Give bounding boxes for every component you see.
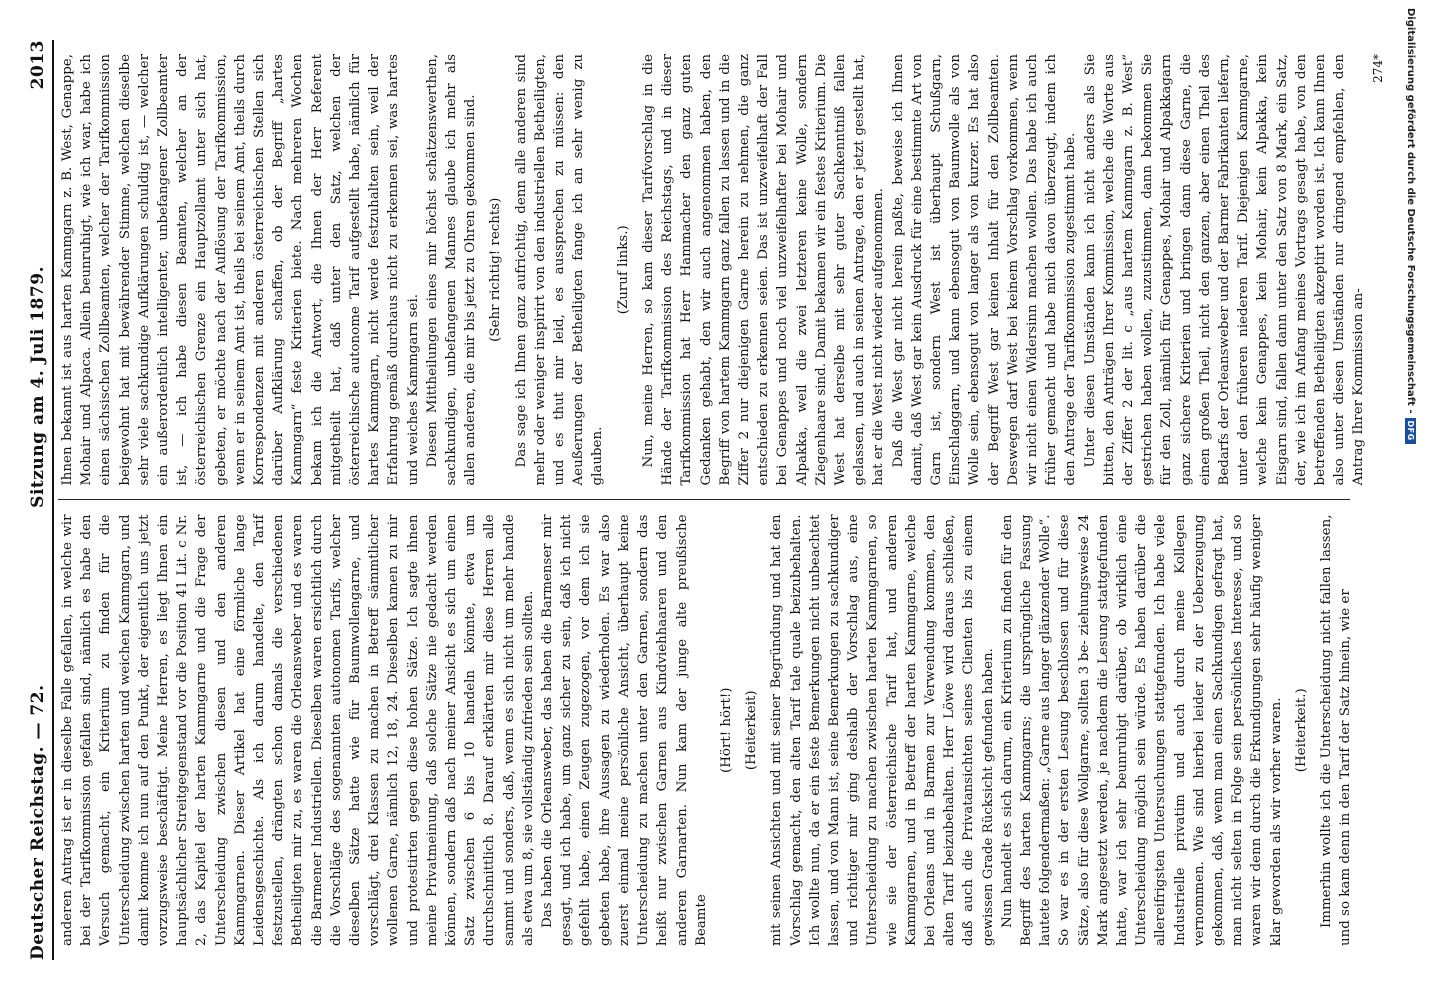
page-number: 2013: [28, 40, 48, 90]
paragraph: Nun, meine Herren, so kam dieser Tarifvorschlag in die Hände der Tarifkommission des Reichstags, und in dieser Tarifkommission hat Herr Hammacher den ganz guten Gedanken gehabt, den wir auch angenommen haben, den Begriff von hartem Kammgarn ganz fallen zu lassen und in die Ziffer 2 nur diejenigen Garne herein zu nehmen, die ganz entschieden zu erkennen seien. Das ist unzweifelhaft der Fall bei Genappes und noch viel unzweifelhafter bei Mohair und Alpakka, weil die zwei letzteren keine Wolle, sondern Ziegenhaare sind. Damit bekamen wir ein festes Kriterium. Die West hat derselbe mit sehr guter Sachkenntniß fallen gelassen, und auch in seinen Antrage, den er jetzt gestellt hat, hat er die West nicht wieder aufgenommen.: [640, 54, 887, 486]
paragraph: Ihnen bekannt ist aus harten Kammgarn z. B. West, Genappe, Mohair und Alpaca. Allein beunruhigt, wie ich war, habe ich einen sächsischen Zollbeamten, welcher der Tarifkommission beigewohnt hat mit bewährender Stimme, welchen dieselbe sehr viele sachkundige Aufklärungen schuldig ist, — welcher ein außerordentlich intelligenter, unbefangener Zollbeamter ist, — ich habe diesen Beamten, welcher an der österreichischen Grenze ein Hauptzollamt unter sich hat, gebeten, er möchte nach der Auflösung der Tarifkommission, wenn er in seinem Amt ist, theils bei seinem Amt, theils durch Korrespondenzen mit anderen österreichischen Stellen sich darüber Aufklärung schaffen, ob der Begriff „hartes Kammgarn“ feste Kriterien biete. Nach mehreren Wochen bekam ich die Antwort, die Ihnen der Herr Referent mitgetheilt hat, daß unter den Satz, welchen der österreichische autonome Tarif aufgestellt habe, nämlich für hartes Kammgarn, nicht werde festzuhalten sein, weil der Erfahrung gemäß durchaus nicht zu erkennen sei, was hartes und weiches Kammgarn sei.: [60, 54, 421, 486]
paragraph: mit seinen Ansichten und mit seiner Begründung und hat den Vorschlag gemacht, den alten Tarif tale quale beizubehalten. Ich wollte nun, da er ein feste Bemerkungen nicht unbeachtet lassen, und von Mann ist, seine Bemerkungen zu sachkundiger und richtiger mir ging deshalb der Vorschlag aus, eine Unterscheidung zu machen zwischen harten Kammgarnen, so wie sie der österreichische Tarif hat, und anderen Kammgarnen, und in Betreff der harten Kammgarne, welche bei Orleans und in Barmen zur Verwendung kommen, den alten Tarif beizubehalten. Herr Löwe wird daraus schließen, daß auch die Privatansichten seines Clienten bis zu einem gewissen Grade Rücksicht gefunden haben.: [769, 514, 996, 946]
paragraph: Das haben die Orleansweber, das haben die Barmenser mir gesagt, und ich habe, um ganz sicher zu sein, daß ich nicht gefehlt habe, einen Zeugen zugezogen, vor dem ich sie gebeten habe, ihre Aussagen zu wiederholen. Es war also zuerst einmal meine persönliche Ansicht, überhaupt keine Unterscheidung zu machen unter den Garnen, sondern das heißt nur zwischen Garnen aus Kindviehhaaren und den anderen Garnarten. Nun kam der junge alte preußische Beamte: [540, 514, 709, 946]
header-left: Deutscher Reichstag. — 72.: [28, 684, 48, 960]
column-right: [58, 40, 1385, 501]
paragraph: anderen Antrag ist er in dieselbe Falle gefallen, in welche wir bei der Tarifkommission gefallen sind, nämlich es habe den Versuch gemacht, ein Kriterium zu finden für die Unterscheidung zwischen harten und weichen Kammgarn, und damit komme ich nun auf den Punkt, der eigentlich uns jetzt vorzugsweise beschäftigt. Meine Herren, es liegt Ihnen ein hauptsächlicher Streitgegenstand vor die Position 41 Lit. c Nr. 2, das Kapitel der harten Kammgarne und die Frage der Unterscheidung zwischen diesen und den anderen Kammgarnen. Dieser Artikel hat eine förmliche lange Leidensgeschichte. Als ich darum handelte, den Tarif festzustellen, drängten schon damals die verschiedenen Betheiligten mir zu, es waren die Orleansweber und es waren die Barmener Industriellen. Dieselben waren ersichtlich durch die Vorschläge des sogenannten autonomen Tarifs, welcher dieselben Sätze hatte wie für Baumwollengarne, und vorschlägt, drei Klassen zu machen in Betreff sämmtlicher wollenen Garne, nämlich 12, 18, 24. Dieselben kamen zu mir und protestirten gegen diese hohen Sätze. Ich sagte ihnen meine Privatmeinung, daß solche Sätze nie gedacht werden können, sondern daß nach meiner Ansicht es sich um einen Satz zwischen 6 bis 10 handeln könnte, etwa um durchschnittlich 8. Darauf erklärten mir diese Herren alle sammt und sonders, daß, wenn es sich nicht um mehr handle als etwa um 8, sie vollständig zufrieden sein sollten.: [60, 514, 536, 946]
signature-mark: 274*: [1370, 54, 1385, 83]
digitization-credit: [1392, 0, 1432, 1000]
paragraph: Nun handelt es sich darum, ein Kriterium zu finden für den Begriff des harten Kammgarns; die ursprüngliche Fassung lautete folgendermaßen: „Garne aus langer glänzender Wolle“. So war es in der ersten Lesung beschlossen und für diese Sätze, also für diese Wollgarne, sollten 3 be- ziehungsweise 24 Mark angesetzt werden, je nachdem die Lesung stattgefunden hatte, war ich sehr beunruhigt darüber, ob wirklich eine Unterscheidung möglich sein würde. Es haben darüber die allereifrigsten Untersuchungen stattgefunden. Ich habe viele Industrielle privatim und auch durch meine Kollegen vernommen. Wie sind hierbei leider zu der Ueberzeugung gekommen, daß, wenn man einen Sachkundigen gefragt hat, man nicht selten in Folge sein persönliches Interesse, und so waren wir denn durch die Erkundigungen sehr häufig weniger klar geworden als wir vorher waren.: [999, 514, 1284, 946]
paragraph: Das sage ich Ihnen ganz aufrichtig, denn alle anderen sind mehr oder weniger inspirirt von den industriellen Betheiligten, und es thut mir leid, es aussprechen zu müssen: den Aeußerungen der Betheiligten fange ich an sehr wenig zu glauben.: [513, 54, 606, 486]
paragraph: Immerhin wollte ich die Unterscheidung nicht fallen lassen, und so kam denn in den Tarif der Satz hinein, wie er: [1319, 514, 1354, 946]
credit-text-wrapper: [1405, 8, 1416, 444]
dfg-logo: DFG: [1405, 418, 1416, 444]
interjection: (Heiterkeit.): [1293, 688, 1309, 773]
page-header: [18, 40, 54, 960]
credit-text: Digitalisierung gefördert durch die Deutsche Forschungsgemeinschaft -: [1405, 8, 1416, 414]
interjection: (Heiterkeit): [744, 690, 760, 771]
paragraph: Diesen Mittheilungen eines mir höchst schätzenswerthen, sachkundigen, unbefangenen Mannes glaube ich mehr als allen anderen, die mir bis jetzt zu Ohren gekommen sind.: [424, 54, 479, 486]
interjection: (Hört! hört!): [718, 687, 734, 773]
paragraph: Daß die West gar nicht herein paßte, beweise ich Ihnen damit, daß West gar kein Ausdruck für eine bestimmte Art von Garn ist, sondern West ist überhaupt Schußgarn, Einschlaggarn, und kann ebensogut von Baumwolle als von Wolle sein, ebensogut von langer als von kurzer. Es hat also der Begriff West gar keinen Inhalt für den Zollbeamten. Deswegen darf West bei keinem Vorschlag vorkommen, wenn wir nicht einen Widersinn machen wollen. Das habe ich auch früher gemacht und habe mich davon überzeugt, indem ich den Antrage der Tarifkommission zugestimmt habe.: [890, 54, 1079, 486]
column-left: [58, 501, 1354, 961]
paragraph: Unter diesen Umständen kann ich nicht anders als Sie bitten, den Anträgen Ihrer Kommission, welche die Worte aus der Ziffer 2 der lit. c „aus hartem Kammgarn z. B. West“ gestrichen haben wollen, zuzustimmen, dann bekommen Sie für den Zoll, nämlich für Genappes, Mohair und Alpakkagarn ganz sichere Kriterien und bringen dann diese Garne, die einen großen Theil, nicht den ganzen, aber einen Theil des Bedarfs der Orleansweber und der Barmer Fabrikanten liefern, unter den früheren niederen Tarif. Diejenigen Kammgarne, welche kein Genappes, kein Mohair, kein Alpakka, kein Eisgarn sind, fallen dann unter den Satz von 8 Mark, ein Satz, der, wie ich im Anfang meines Vortrags gesagt habe, von den betreffenden Betheiligten akzeptirt worden ist. Ich kann Ihnen also unter diesen Umständen nur dringend empfehlen, den Antrag Ihrer Kommission an-: [1082, 54, 1367, 486]
header-session-date: Sitzung am 4. Juli 1879.: [28, 266, 48, 508]
interjection: (Zuruf links.): [615, 225, 631, 315]
interjection: (Sehr richtig! rechts): [488, 197, 504, 342]
text-columns: [58, 40, 1385, 960]
